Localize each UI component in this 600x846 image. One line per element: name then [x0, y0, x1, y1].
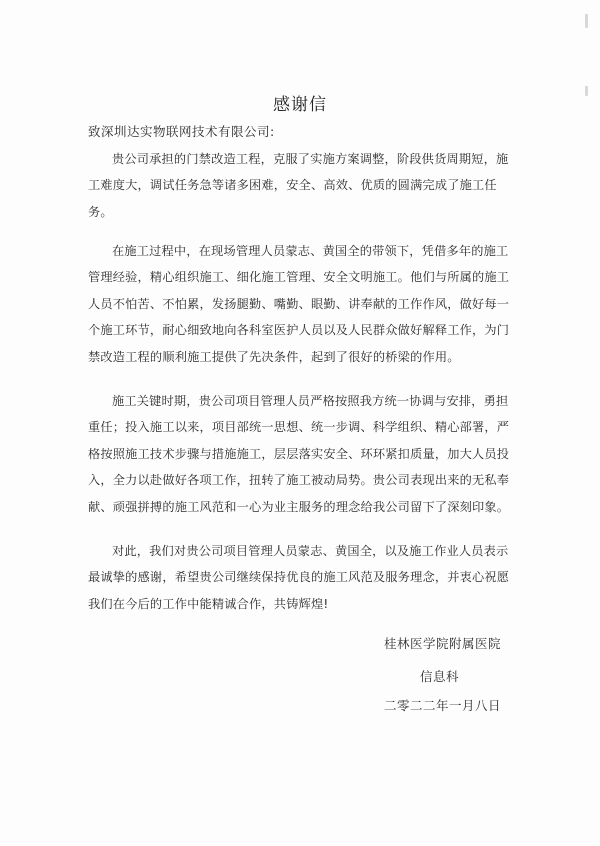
body-paragraph-2: [88, 238, 518, 370]
body-paragraph-3: [88, 388, 518, 520]
letter-title: 感谢信: [273, 95, 327, 115]
paragraph-line: 我们在今后的工作中能精诚合作，共铸辉煌!: [88, 596, 329, 611]
scan-artifact: [585, 14, 588, 28]
paragraph-line: 禁改造工程的顺利施工提供了先决条件，起到了很好的桥梁的作用。: [88, 349, 460, 364]
paragraph-line: 重任；投入施工以来，项目部统一思想、统一步调、科学组织、精心部署，严: [88, 420, 510, 435]
paragraph-line: 务。: [88, 204, 113, 219]
paragraph-line: 最诚挚的感谢，希望贵公司继续保持优良的施工风范及服务理念，并衷心祝愿: [88, 570, 510, 585]
paragraph-line: 人员不怕苦、不怕累，发扬腿勤、嘴勤、眼勤、讲奉献的工作作风，做好每一: [88, 296, 510, 311]
signature-department: 信息科: [420, 669, 460, 684]
paragraph-line: 入，全力以赴做好各项工作，扭转了施工被动局势。贵公司表现出来的无私奉: [88, 473, 510, 488]
letter-salutation: 致深圳达实物联网技术有限公司:: [88, 124, 275, 139]
paragraph-line: 施工关键时期，贵公司项目管理人员严格按照我方统一协调与安排，勇担: [112, 394, 509, 408]
paragraph-line: 在施工过程中，在现场管理人员蒙志、黄国全的带领下，凭借多年的施工: [112, 244, 509, 258]
body-paragraph-4: [88, 538, 518, 617]
paragraph-line: 献、顽强拼搏的施工风范和一心为业主服务的理念给我公司留下了深刻印象。: [88, 499, 510, 514]
paragraph-line: 贵公司承担的门禁改造工程，克服了实施方案调整，阶段供货周期短，施: [112, 152, 509, 166]
signature-date: 二零二二年一月八日: [384, 698, 502, 713]
paragraph-line: 工难度大，调试任务急等诸多困难，安全、高效、优质的圆满完成了施工任: [88, 178, 497, 193]
paragraph-line: 管理经验，精心组织施工、细化施工管理、安全文明施工。他们与所属的施工: [88, 270, 510, 285]
body-paragraph-1: [88, 146, 518, 225]
paragraph-line: 个施工环节，耐心细致地向各科室医护人员以及人民群众做好解释工作，为门: [88, 323, 510, 338]
paragraph-line: 格按照施工技术步骤与措施施工，层层落实安全、环环紧扣质量，加大人员投: [88, 446, 510, 461]
signature-organization: 桂林医学院附属医院: [384, 636, 502, 651]
paragraph-line: 对此，我们对贵公司项目管理人员蒙志、黄国全，以及施工作业人员表示: [112, 544, 509, 558]
